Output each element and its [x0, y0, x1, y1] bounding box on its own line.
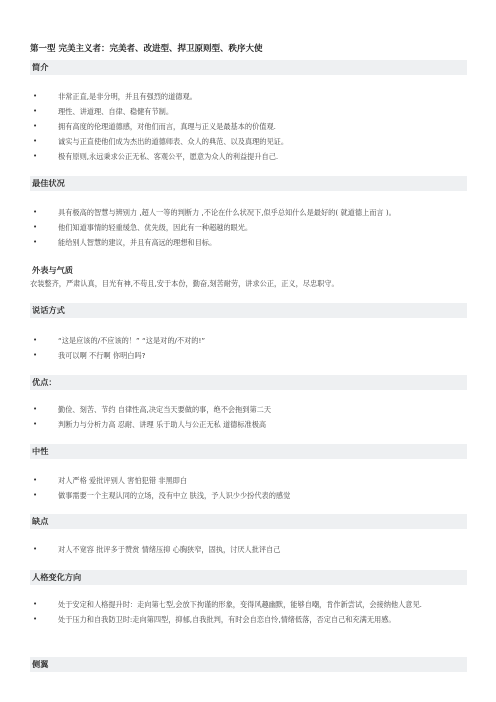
bullet-icon: • [33, 238, 38, 246]
bullet-icon: • [33, 545, 38, 553]
list-item: • 极有原则,永远秉求公正无私、客观公平，愿意为众人的利益提升自己. [30, 149, 467, 164]
section-heading-best: 最佳状况 [30, 176, 467, 191]
bullet-icon: • [33, 137, 38, 145]
bullet-icon: • [33, 351, 38, 359]
section-heading-look: 外表与气质 [32, 265, 73, 275]
list-item: • 诚实与正直使他们成为杰出的道德师表、众人的典范、以及真理的见证。 [30, 134, 467, 149]
list-item: • 做事需要一个主观认同的立场，没有中立 肤浅，予人识少少扮代表的感觉 [30, 488, 467, 503]
list-item: • 对人严格 爱批评别人 害怕犯错 非黑即白 [30, 473, 467, 488]
bullet-icon: • [33, 600, 38, 608]
list-item: • 能给别人智慧的建议，并且有高远的理想和目标。 [30, 235, 467, 250]
list-item: • 判断力与分析力高 忍耐、讲理 乐于助人与公正无私 道德标准极高 [30, 417, 467, 432]
list-item: • 处于压力和自我防卫时:走向第四型，抑郁,自我批判，有时会自恋自怜,情绪低落，否定自己和充满无用感。 [33, 615, 396, 624]
bullet-icon: • [33, 107, 38, 115]
speech-list [30, 333, 467, 363]
list-item: • 处于安定和人格提升时：走向第七型,会放下拘谨的形象，变得风趣幽默，能够自嘲，肯作新尝试，会接纳他人意见. [33, 600, 422, 609]
weakness-list [30, 542, 467, 557]
section-heading-wing: 侧翼 [30, 657, 467, 672]
best-list [30, 205, 467, 250]
section-heading-strengths: 优点： [30, 375, 467, 390]
bullet-icon: • [33, 336, 38, 344]
bullet-icon: • [33, 615, 38, 623]
list-item: • 勤俭、刻苦、节约 自律性高,决定当天要做的事，绝不会拖到第二天 [30, 402, 467, 417]
neutral-list [30, 473, 467, 503]
section-heading-change: 人格变化方向 [30, 570, 467, 585]
bullet-icon: • [33, 223, 38, 231]
section-heading-speech: 说话方式 [30, 303, 467, 318]
bullet-icon: • [33, 152, 38, 160]
document-title: 第一型 完美主义者：完美者、改进型、捍卫原则型、秩序大使 [30, 44, 263, 54]
bullet-icon: • [33, 208, 38, 216]
bullet-icon: • [33, 92, 38, 100]
bullet-icon: • [33, 491, 38, 499]
change-list [30, 597, 467, 627]
bullet-icon: • [33, 476, 38, 484]
list-item: • 具有极高的智慧与辨别力 ,超人一等的判断力 ,不论在什么状况下,似乎总知什么是最好的( 就道德上而言 )。 [30, 205, 467, 220]
bullet-icon: • [33, 405, 38, 413]
strengths-list [30, 402, 467, 432]
bullet-icon: • [33, 122, 38, 130]
list-item: • “这是应该的/不应该的！” “这是对的/不对的!” [30, 333, 467, 348]
section-heading-neutral: 中性 [30, 444, 467, 459]
look-paragraph: 衣装整齐，严肃认真，目光有神,不苟且,安于本份，勤奋,刻苦耐劳，讲求公正，正义，尽忠职守。 [30, 279, 339, 288]
list-item: • 他们知道事情的轻重缓急、优先级，因此有一种超越的眼光。 [30, 220, 467, 235]
list-item: • 我可以啊 不行啊 你明白吗? [30, 348, 467, 363]
intro-list [30, 89, 467, 164]
list-item: • 对人不宽容 批评多于赞赏 情绪压抑 心胸狭窄，固执，讨厌人批评自己 [30, 542, 467, 557]
bullet-icon: • [33, 420, 38, 428]
list-item: • 拥有高度的伦理道德感，对他们而言，真理与正义是最基本的价值观. [30, 119, 467, 134]
section-heading-weakness: 缺点 [30, 514, 467, 529]
list-item: • 理性、讲道理、自律、稳健有节制。 [30, 104, 467, 119]
list-item: • 非常正直,是非分明，并且有强烈的道德观。 [30, 89, 467, 104]
section-heading-intro: 简介 [30, 60, 467, 75]
